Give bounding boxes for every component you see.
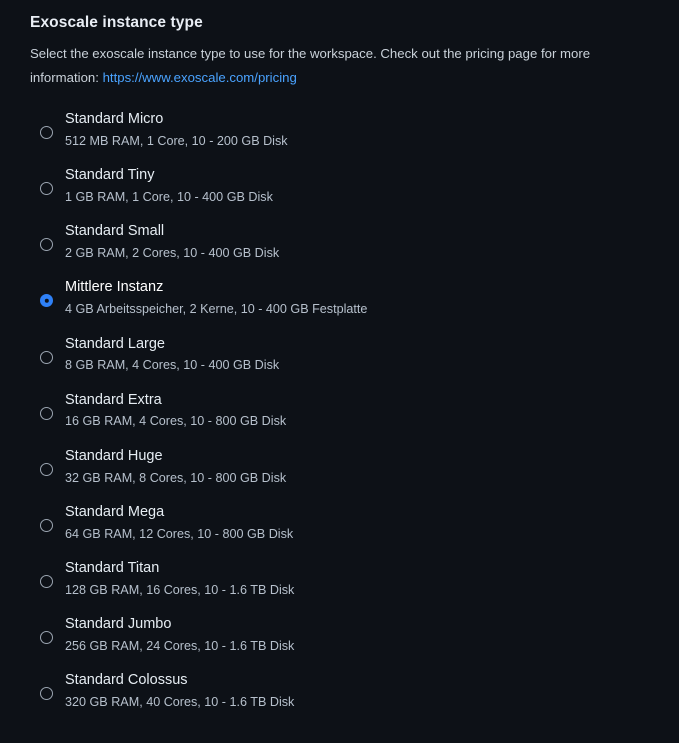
instance-type-specs: 256 GB RAM, 24 Cores, 10 - 1.6 TB Disk bbox=[65, 639, 295, 654]
instance-type-option[interactable] bbox=[30, 273, 649, 324]
instance-type-specs: 4 GB Arbeitsspeicher, 2 Kerne, 10 - 400 GB Festplatte bbox=[65, 302, 368, 317]
pricing-link[interactable]: https://www.exoscale.com/pricing bbox=[102, 69, 297, 85]
instance-type-option[interactable] bbox=[30, 386, 649, 437]
instance-type-text bbox=[65, 670, 294, 712]
instance-type-name: Standard Large bbox=[65, 335, 165, 352]
radio-button-icon[interactable] bbox=[40, 294, 53, 307]
instance-type-name: Standard Colossus bbox=[65, 672, 188, 689]
instance-type-text bbox=[65, 221, 279, 263]
radio-button-icon[interactable] bbox=[40, 631, 53, 644]
instance-type-name: Standard Small bbox=[65, 223, 165, 240]
instance-type-specs: 16 GB RAM, 4 Cores, 10 - 800 GB Disk bbox=[65, 414, 287, 429]
instance-type-specs: 32 GB RAM, 8 Cores, 10 - 800 GB Disk bbox=[65, 470, 287, 485]
radio-button-icon[interactable] bbox=[40, 463, 53, 476]
instance-type-text bbox=[65, 558, 294, 600]
radio-button-icon[interactable] bbox=[40, 238, 53, 251]
instance-type-option[interactable] bbox=[30, 161, 649, 212]
instance-type-text bbox=[65, 109, 288, 151]
radio-button-icon[interactable] bbox=[40, 407, 53, 420]
radio-button-icon[interactable] bbox=[40, 182, 53, 195]
instance-type-name: Standard Jumbo bbox=[65, 616, 172, 633]
section-description bbox=[30, 42, 630, 89]
instance-type-name: Standard Mega bbox=[65, 503, 165, 520]
instance-type-specs: 1 GB RAM, 1 Core, 10 - 400 GB Disk bbox=[65, 189, 273, 204]
instance-type-text bbox=[65, 446, 286, 488]
instance-type-text bbox=[65, 277, 367, 319]
instance-type-text bbox=[65, 334, 279, 376]
instance-type-text bbox=[65, 390, 286, 432]
instance-type-name: Mittlere Instanz bbox=[65, 279, 164, 296]
instance-type-specs: 2 GB RAM, 2 Cores, 10 - 400 GB Disk bbox=[65, 246, 280, 261]
radio-button-icon[interactable] bbox=[40, 575, 53, 588]
instance-type-text bbox=[65, 502, 293, 544]
instance-type-specs: 320 GB RAM, 40 Cores, 10 - 1.6 TB Disk bbox=[65, 695, 295, 710]
instance-type-specs: 128 GB RAM, 16 Cores, 10 - 1.6 TB Disk bbox=[65, 582, 295, 597]
instance-type-option[interactable] bbox=[30, 610, 649, 661]
page-title: Exoscale instance type bbox=[30, 14, 203, 31]
radio-button-icon[interactable] bbox=[40, 687, 53, 700]
radio-button-icon[interactable] bbox=[40, 126, 53, 139]
instance-type-text bbox=[65, 614, 294, 656]
instance-type-name: Standard Titan bbox=[65, 560, 160, 577]
instance-type-name: Standard Extra bbox=[65, 391, 162, 408]
instance-type-option[interactable] bbox=[30, 217, 649, 268]
instance-type-specs: 512 MB RAM, 1 Core, 10 - 200 GB Disk bbox=[65, 133, 288, 148]
instance-type-name: Standard Micro bbox=[65, 111, 164, 127]
instance-type-option[interactable] bbox=[30, 442, 649, 493]
instance-type-option[interactable] bbox=[30, 105, 649, 156]
instance-type-text bbox=[65, 165, 273, 207]
instance-type-option[interactable] bbox=[30, 498, 649, 549]
instance-type-specs: 8 GB RAM, 4 Cores, 10 - 400 GB Disk bbox=[65, 358, 280, 373]
radio-button-icon[interactable] bbox=[40, 519, 53, 532]
instance-type-option[interactable] bbox=[30, 330, 649, 381]
radio-button-icon[interactable] bbox=[40, 351, 53, 364]
instance-type-option[interactable] bbox=[30, 554, 649, 605]
instance-type-radio-group bbox=[30, 105, 649, 743]
instance-type-name: Standard Tiny bbox=[65, 167, 155, 184]
instance-type-specs: 64 GB RAM, 12 Cores, 10 - 800 GB Disk bbox=[65, 526, 294, 541]
description-text: Select the exoscale instance type to use for the workspace. Check out the pricing page for more information: bbox=[30, 46, 591, 85]
instance-type-option[interactable] bbox=[30, 666, 649, 717]
instance-type-name: Standard Huge bbox=[65, 447, 163, 464]
